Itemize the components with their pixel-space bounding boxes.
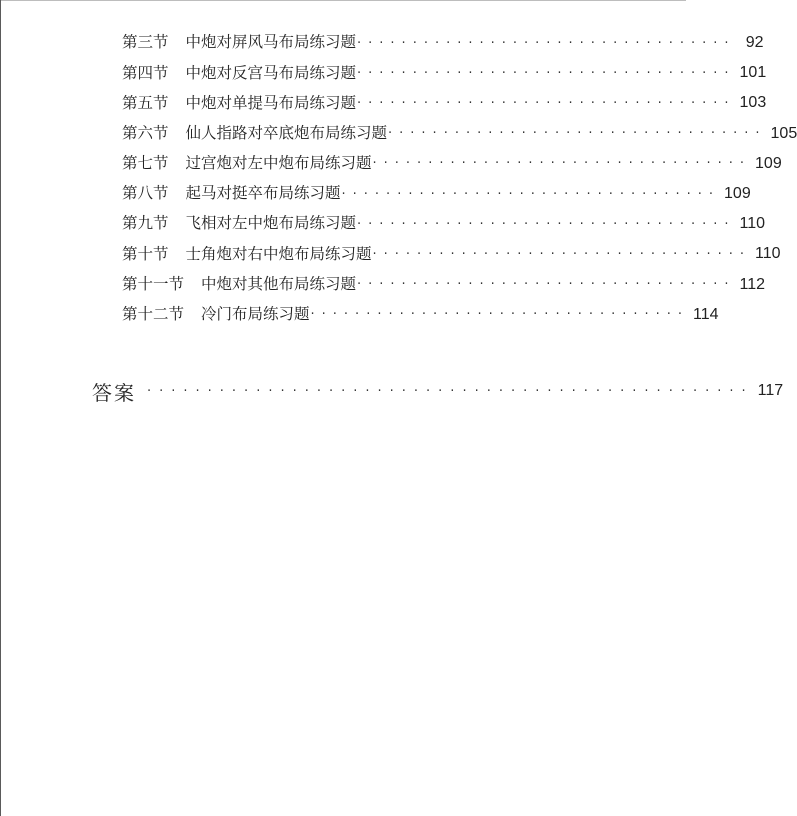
table-of-contents <box>122 28 797 330</box>
toc-section-title: 冷门布局练习题 <box>201 305 310 324</box>
toc-dot-leader: ·································· <box>388 126 767 142</box>
toc-entry[interactable] <box>122 28 764 58</box>
toc-page-number: 110 <box>739 215 766 233</box>
toc-page-number: 112 <box>739 275 766 293</box>
toc-section-title: 中炮对屏风马布局练习题 <box>185 33 357 52</box>
toc-section-label: 第六节 <box>122 123 169 142</box>
toc-answer-entry[interactable] <box>92 378 784 405</box>
toc-section-title: 中炮对其他布局练习题 <box>201 274 357 293</box>
toc-entry[interactable] <box>122 209 766 239</box>
toc-dot-leader: ·································· <box>357 65 736 81</box>
toc-page-number: 117 <box>757 382 784 399</box>
toc-page-number: 114 <box>693 305 719 323</box>
toc-page-number: 109 <box>755 154 782 172</box>
page-left-border <box>0 0 1 816</box>
page-top-border <box>0 0 686 1</box>
toc-dot-leader: ·································· <box>372 246 752 262</box>
toc-entry[interactable] <box>122 179 751 209</box>
toc-dot-leader: ·································· <box>357 35 736 51</box>
toc-section-title: 中炮对反宫马布局练习题 <box>185 63 357 82</box>
toc-page-number: 105 <box>770 124 797 142</box>
toc-section-title: 士角炮对右中炮布局练习题 <box>185 244 372 263</box>
toc-section-title: 起马对挺卒布局练习题 <box>185 184 341 203</box>
toc-dot-leader: ·································· <box>310 307 690 323</box>
toc-section-title: 仙人指路对卒底炮布局练习题 <box>185 123 388 142</box>
toc-section-title: 中炮对单提马布局练习题 <box>185 93 357 112</box>
toc-dot-leader: ·································· <box>357 277 736 293</box>
toc-page-number: 109 <box>724 185 751 203</box>
toc-entry[interactable] <box>122 149 782 179</box>
toc-section-title: 飞相对左中炮布局练习题 <box>185 214 357 233</box>
toc-section-title: 过宫炮对左中炮布局练习题 <box>185 154 372 173</box>
toc-entry[interactable] <box>122 88 767 118</box>
toc-page-number: 101 <box>739 64 767 82</box>
toc-page-number: 92 <box>745 34 764 52</box>
answer-heading: 答案 <box>92 380 136 405</box>
toc-section-label: 第五节 <box>122 93 169 112</box>
toc-section-label: 第十节 <box>122 244 169 263</box>
toc-entry[interactable] <box>122 239 781 269</box>
toc-section-label: 第四节 <box>122 63 169 82</box>
toc-section-label: 第九节 <box>122 214 169 233</box>
toc-page-number: 103 <box>739 94 767 112</box>
toc-dot-leader: ·································· <box>357 216 736 232</box>
toc-dot-leader: ·································· <box>372 156 752 172</box>
toc-section-label: 第八节 <box>122 184 169 203</box>
toc-entry[interactable] <box>122 270 766 300</box>
toc-section-label: 第十二节 <box>122 305 185 324</box>
toc-section-label: 第三节 <box>122 33 169 52</box>
toc-entry[interactable] <box>122 300 719 330</box>
toc-entry[interactable] <box>122 58 767 88</box>
toc-entry[interactable] <box>122 119 797 149</box>
toc-dot-leader: ·················································· <box>147 383 754 399</box>
toc-page-number: 110 <box>755 245 781 263</box>
toc-section-label: 第七节 <box>122 154 169 173</box>
toc-section-label: 第十一节 <box>122 274 185 293</box>
toc-dot-leader: ·································· <box>357 95 736 111</box>
toc-dot-leader: ·································· <box>341 186 721 202</box>
